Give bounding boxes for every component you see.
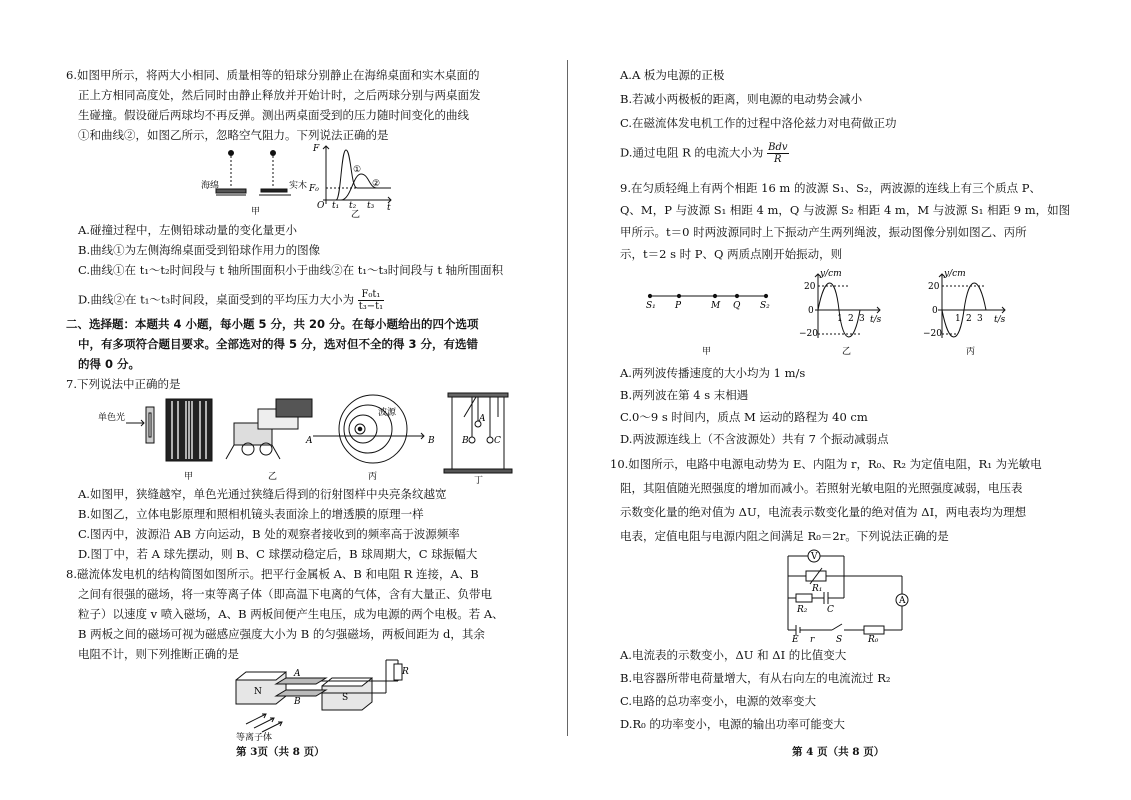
q9-option-d: D.两波源连线上（不含波源处）共有 7 个振动减弱点 [620, 432, 889, 446]
q8-option-a: A.A 板为电源的正极 [620, 68, 725, 82]
q7-wave-source-label: 波源 [378, 408, 397, 418]
q6-jia-label: 甲 [251, 207, 261, 217]
q9-yi-ylabel: y/cm [820, 269, 842, 279]
q6-t3-label: t₃ [367, 201, 375, 211]
q6-line-4: ①和曲线②，如图乙所示，忽略空气阻力。下列说法正确的是 [78, 128, 389, 142]
q9-option-a: A.两列波传播速度的大小均为 1 m/s [620, 366, 806, 380]
q6-O-label: O [317, 201, 325, 211]
q7-bing-label: 丙 [368, 472, 378, 482]
q6-sponge-label: 海绵 [201, 181, 220, 191]
q6-line-3: 生碰撞。假设碰后两球均不再反弹。测出两桌面受到的压力随时间变化的曲线 [78, 108, 469, 122]
q7-jia-label: 甲 [184, 472, 194, 482]
q10-ammeter-label: A [899, 596, 906, 606]
q10-line-3: 示数变化量的绝对值为 ΔU，电流表示数变化量的绝对值为 ΔI，两电表均为理想 [620, 505, 1027, 519]
q8-option-b: B.若减小两极板的距离，则电源的电动势会减小 [620, 92, 863, 106]
q7-option-a: A.如图甲，狭缝越窄，单色光通过狭缝后得到的衍射图样中央亮条纹越宽 [78, 487, 447, 501]
q9-bing-tick-0: 0 [932, 306, 938, 316]
q8-A-label: A [294, 669, 301, 679]
q7-ding-C-label: C [494, 436, 501, 446]
q7-ding-label: 丁 [474, 476, 484, 486]
q8-line-4: B 两板之间的磁场可视为磁感应强度大小为 B 的匀强磁场，两板间距为 d，其余 [78, 627, 485, 641]
q8-option-d [620, 142, 789, 165]
q10-R0-label: R₀ [868, 635, 879, 645]
q9-line-3: 甲所示。t＝0 时两波源同时上下振动产生两列绳波，振动图像分别如图乙、丙所 [620, 225, 1027, 239]
q8-option-d-fraction [767, 142, 788, 165]
q9-bing-xlabel: t/s [994, 315, 1006, 325]
q6-t-label: t [387, 203, 391, 213]
q9-line-1: 9.在匀质轻绳上有两个相距 16 m 的波源 S₁、S₂，两波源的连线上有三个质点 P、 [620, 181, 1041, 195]
q9-yi-tick-2: 2 [848, 314, 854, 324]
q9-bing-tick-1: 1 [955, 314, 961, 324]
q9-yi-tick-1: 1 [837, 314, 843, 324]
section-2-heading-2: 中，有多项符合题目要求。全部选对的得 5 分，选对但不全的得 3 分，有选错 [78, 337, 479, 351]
q6-yi-label: 乙 [351, 210, 361, 220]
q10-option-a: A.电流表的示数变小，ΔU 和 ΔI 的比值变大 [620, 648, 847, 662]
q10-circuit [770, 546, 920, 645]
q6-option-a: A.碰撞过程中，左侧铅球动量的变化量更小 [78, 223, 297, 237]
q10-C-label: C [827, 605, 834, 615]
q9-S2-label: S₂ [760, 301, 770, 311]
right-page-footer: 第 4 页（共 8 页） [792, 746, 885, 758]
q9-bing-tick-2: 2 [966, 314, 972, 324]
q8-option-d-text: D.通过电阻 R 的电流大小为 [620, 145, 764, 160]
q9-Q-label: Q [733, 301, 741, 311]
q7-option-b: B.如图乙，立体电影原理和照相机镜头表面涂上的增透膜的原理一样 [78, 507, 424, 521]
q10-r-label: r [810, 635, 815, 645]
q9-S1-label: S₁ [646, 301, 656, 311]
q8-figure [226, 660, 409, 743]
q9-P-label: P [675, 301, 682, 311]
q6-option-d-text: D.曲线②在 t₁～t₃时间段，桌面受到的平均压力大小为 [78, 292, 355, 307]
q6-t2-label: t₂ [349, 201, 357, 211]
q8-N-label: N [254, 687, 262, 697]
q6-frac-num: F₀t₁ [358, 289, 384, 301]
q6-F-label: F [313, 144, 320, 154]
q9-yi-tick-3: 3 [859, 314, 865, 324]
q9-line-2: Q、M，P 与波源 S₁ 相距 4 m，Q 与波源 S₂ 相距 4 m，M 与波源 S₁ 相距 9 m，如图 [620, 203, 1071, 217]
q8-S-label: S [342, 693, 349, 703]
q6-curve2-label: ② [372, 179, 381, 189]
q6-option-b: B.曲线①为左侧海绵桌面受到铅球作用力的图像 [78, 243, 321, 257]
q6-option-d [78, 289, 384, 312]
section-2-heading-1: 二、选择题：本题共 4 小题，每小题 5 分，共 20 分。在每小题给出的四个选项 [66, 317, 479, 331]
q8-R-label: R [402, 667, 409, 677]
page-divider [567, 60, 568, 736]
q9-yi-label: 乙 [842, 347, 852, 357]
q9-figures [642, 268, 1042, 356]
q7-ding-A-label: A [479, 414, 486, 424]
q8-frac-num: Bdv [768, 142, 788, 153]
q10-option-b: B.电容器所带电荷量增大，有从右向左的电流流过 R₂ [620, 671, 891, 685]
q10-S-label: S [836, 635, 843, 645]
q9-yi-xlabel: t/s [870, 315, 882, 325]
q8-line-5: 电阻不计，则下列推断正确的是 [78, 647, 239, 661]
q8-line-2: 之间有很强的磁场，将一束等离子体（即高温下电离的气体，含有大量正、负带电 [78, 587, 492, 601]
q9-bing-label: 丙 [966, 347, 976, 357]
q7-ding-B-label: B [462, 436, 469, 446]
q7-stem: 7.下列说法中正确的是 [66, 377, 181, 391]
q8-B-label: B [294, 697, 301, 707]
q10-R1-label: R₁ [812, 584, 823, 594]
q9-yi-tick-m20: −20 [799, 329, 818, 339]
q9-jia-label: 甲 [702, 347, 712, 357]
q6-t1-label: t₁ [332, 201, 340, 211]
q8-option-c: C.在磁流体发电机工作的过程中洛伦兹力对电荷做正功 [620, 116, 897, 130]
q10-option-c: C.电路的总功率变小，电源的效率变大 [620, 694, 817, 708]
q6-F0-label: F₀ [309, 184, 319, 194]
q7-A-label: A [306, 436, 313, 446]
q6-figure [201, 142, 401, 220]
q8-line-1: 8.磁流体发电机的结构简图如图所示。把平行金属板 A、B 和电阻 R 连接，A、B [66, 567, 479, 581]
q8-plasma-label: 等离子体 [236, 733, 273, 743]
q6-wood-label: 实木 [289, 181, 308, 191]
q9-option-c: C.0～9 s 时间内，质点 M 运动的路程为 40 cm [620, 410, 868, 424]
q6-line-2: 正上方相同高度处，然后同时由静止释放并开始计时，之后两球分别与两桌面发 [78, 88, 481, 102]
q6-line-1: 6.如图甲所示，将两大小相同、质量相等的铅球分别静止在海绵桌面和实木桌面的 [66, 68, 480, 82]
q9-option-b: B.两列波在第 4 s 末相遇 [620, 388, 749, 402]
q10-line-4: 电表，定值电阻与电源内阻之间满足 R₀＝2r。下列说法正确的是 [620, 529, 949, 543]
q9-bing-tick-20: 20 [928, 282, 940, 292]
q10-E-label: E [792, 635, 799, 645]
q7-light-label: 单色光 [98, 413, 126, 423]
q9-bing-ylabel: y/cm [944, 269, 966, 279]
q6-frac-den: t₃−t₁ [358, 301, 384, 312]
q9-M-label: M [711, 301, 721, 311]
q10-line-1: 10.如图所示，电路中电源电动势为 E、内阻为 r，R₀、R₂ 为定值电阻，R₁ 为光敏电 [610, 457, 1042, 471]
left-page-footer: 第 3页（共 8 页） [236, 746, 325, 758]
q7-option-d: D.图丁中，若 A 球先摆动，则 B、C 球摆动稳定后，B 球周期大，C 球振幅大 [78, 547, 478, 561]
q9-bing-tick-m20: −20 [923, 329, 942, 339]
q7-figures [98, 393, 528, 486]
q10-line-2: 阻，其阻值随光照强度的增加而减小。若照射光敏电阻的光照强度减弱，电压表 [620, 481, 1023, 495]
section-2-heading-3: 的得 0 分。 [78, 357, 141, 371]
q6-option-c: C.曲线①在 t₁～t₂时间段与 t 轴所围面积小于曲线②在 t₁～t₃时间段与 t 轴所围面积 [78, 263, 504, 277]
q6-option-d-fraction [358, 289, 384, 312]
q7-B-label: B [428, 436, 435, 446]
q9-line-4: 示，t＝2 s 时 P、Q 两质点刚开始振动，则 [620, 247, 843, 261]
q10-voltmeter-label: V [811, 552, 818, 562]
q7-option-c: C.图丙中，波源沿 AB 方向运动，B 处的观察者接收到的频率高于波源频率 [78, 527, 460, 541]
q10-R2-label: R₂ [797, 605, 808, 615]
q9-yi-tick-20: 20 [804, 282, 816, 292]
q10-option-d: D.R₀ 的功率变小，电源的输出功率可能变大 [620, 717, 845, 731]
q9-bing-tick-3: 3 [977, 314, 983, 324]
q9-yi-tick-0: 0 [808, 306, 814, 316]
q7-yi-label: 乙 [268, 472, 278, 482]
q6-curve1-label: ① [353, 165, 362, 175]
q8-frac-den: R [774, 154, 782, 165]
q8-line-3: 粒子）以速度 v 喷入磁场，A、B 两板间便产生电压，成为电源的两个电极。若 A、 [78, 607, 504, 621]
